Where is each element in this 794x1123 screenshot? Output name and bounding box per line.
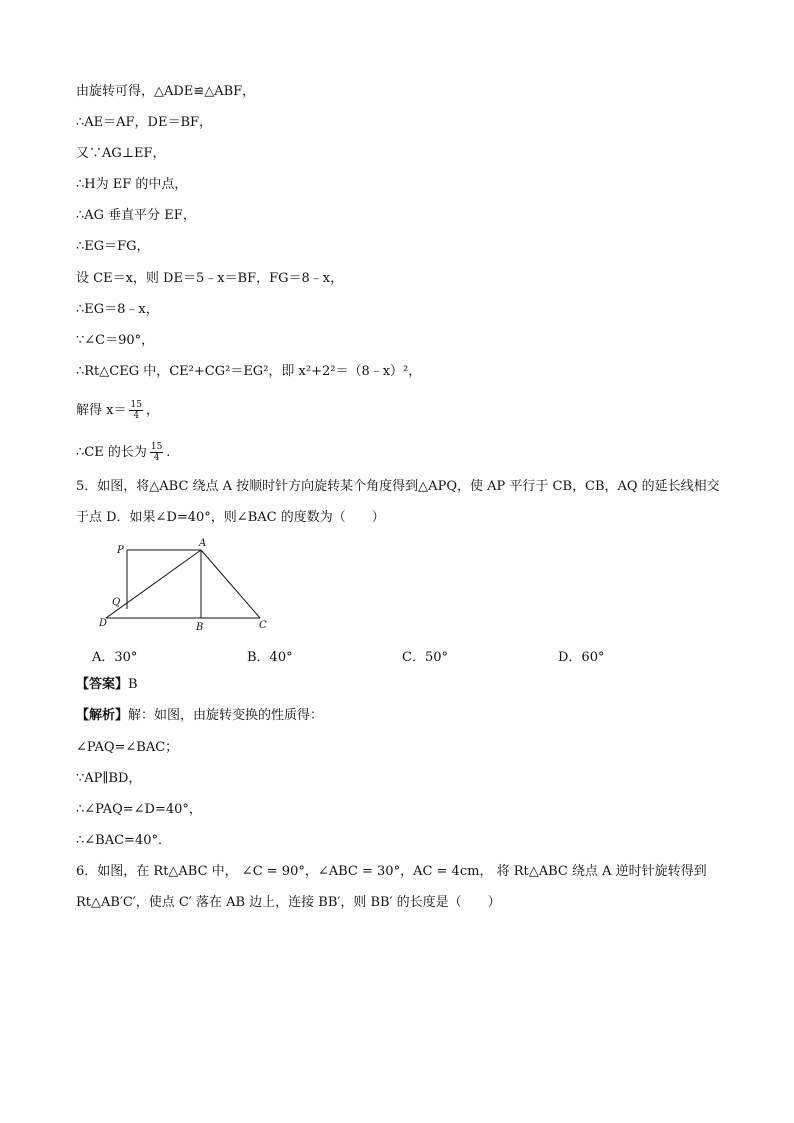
ce-suffix: . (166, 445, 171, 460)
solve-prefix: 解得 x＝ (76, 403, 127, 418)
q5-options (92, 646, 712, 665)
solution-line-6: ∴EG＝FG， (76, 239, 150, 254)
fraction-denominator: 4 (153, 453, 160, 463)
label-A: A (199, 538, 207, 549)
segment-AC (201, 550, 260, 618)
fraction (150, 442, 163, 463)
q5-stem-line-1: 5．如图，将△ABC 绕点 A 按顺时针方向旋转某个角度得到△APQ，使 AP 平行于 CB，CB，AQ 的延长线相交 (76, 479, 720, 494)
label-D: D (99, 618, 108, 629)
q5-step-3: ∴∠PAQ=∠D=40°， (76, 802, 202, 817)
option-b[interactable]: B．40° (247, 650, 293, 665)
ce-length-line (76, 442, 170, 463)
q6-stem-line-1: 6．如图，在 Rt△ABC 中， ∠C = 90°，∠ABC = 30°，AC = 4cm， 将 Rt△ABC 绕点 A 逆时针旋转得到 (76, 864, 707, 879)
answer-label: 【答案】 (76, 677, 129, 692)
ce-prefix: ∴CE 的长为 (76, 445, 147, 460)
q5-step-4: ∴∠BAC=40°． (76, 833, 171, 848)
option-a[interactable]: A．30° (92, 650, 138, 665)
q5-analysis (76, 708, 323, 724)
option-c[interactable]: C．50° (402, 650, 448, 665)
fraction-numerator: 15 (130, 400, 142, 410)
q6-stem-line-2: Rt△AB′C′，使点 C′ 落在 AB 边上，连接 BB′，则 BB′ 的长度是（ ） (76, 895, 501, 910)
label-C: C (259, 620, 267, 631)
solution-line-7: 设 CE＝x，则 DE＝5﹣x＝BF，FG＝8﹣x， (76, 271, 344, 286)
segment-DA (106, 550, 201, 618)
q5-step-2: ∵AP∥BD， (76, 771, 142, 786)
solution-line-10: ∴Rt△CEG 中，CE²+CG²＝EG²，即 x²+2²＝（8﹣x）²， (76, 364, 422, 379)
solution-line-2: ∴AE＝AF，DE＝BF， (76, 115, 213, 130)
fraction-denominator: 4 (133, 411, 140, 421)
q5-step-1: ∠PAQ=∠BAC； (76, 740, 179, 755)
answer-value: B (128, 677, 138, 692)
q5-geometry-figure (95, 535, 275, 635)
fraction (129, 400, 142, 421)
solution-line-3: 又∵AG⊥EF， (76, 146, 166, 161)
q5-stem-line-2: 于点 D．如果∠D=40°，则∠BAC 的度数为（ ） (76, 510, 385, 525)
option-d[interactable]: D．60° (558, 650, 605, 665)
solution-line-9: ∵∠C＝90°， (76, 333, 155, 348)
analysis-label: 【解析】 (76, 708, 129, 723)
solution-line-1: 由旋转可得，△ADE≌△ABF， (76, 84, 256, 99)
solve-suffix: ， (145, 403, 159, 418)
solution-line-8: ∴EG＝8﹣x， (76, 302, 159, 317)
label-P: P (117, 545, 124, 556)
solve-result-line (76, 400, 159, 421)
label-Q: Q (112, 597, 121, 608)
solution-line-4: ∴H为 EF 的中点， (76, 177, 188, 192)
analysis-text: 解：如图，由旋转变换的性质得： (128, 708, 324, 723)
solution-line-5: ∴AG 垂直平分 EF， (76, 208, 196, 223)
fraction-numerator: 15 (150, 442, 163, 452)
q5-answer (76, 677, 138, 693)
label-B: B (196, 622, 204, 633)
